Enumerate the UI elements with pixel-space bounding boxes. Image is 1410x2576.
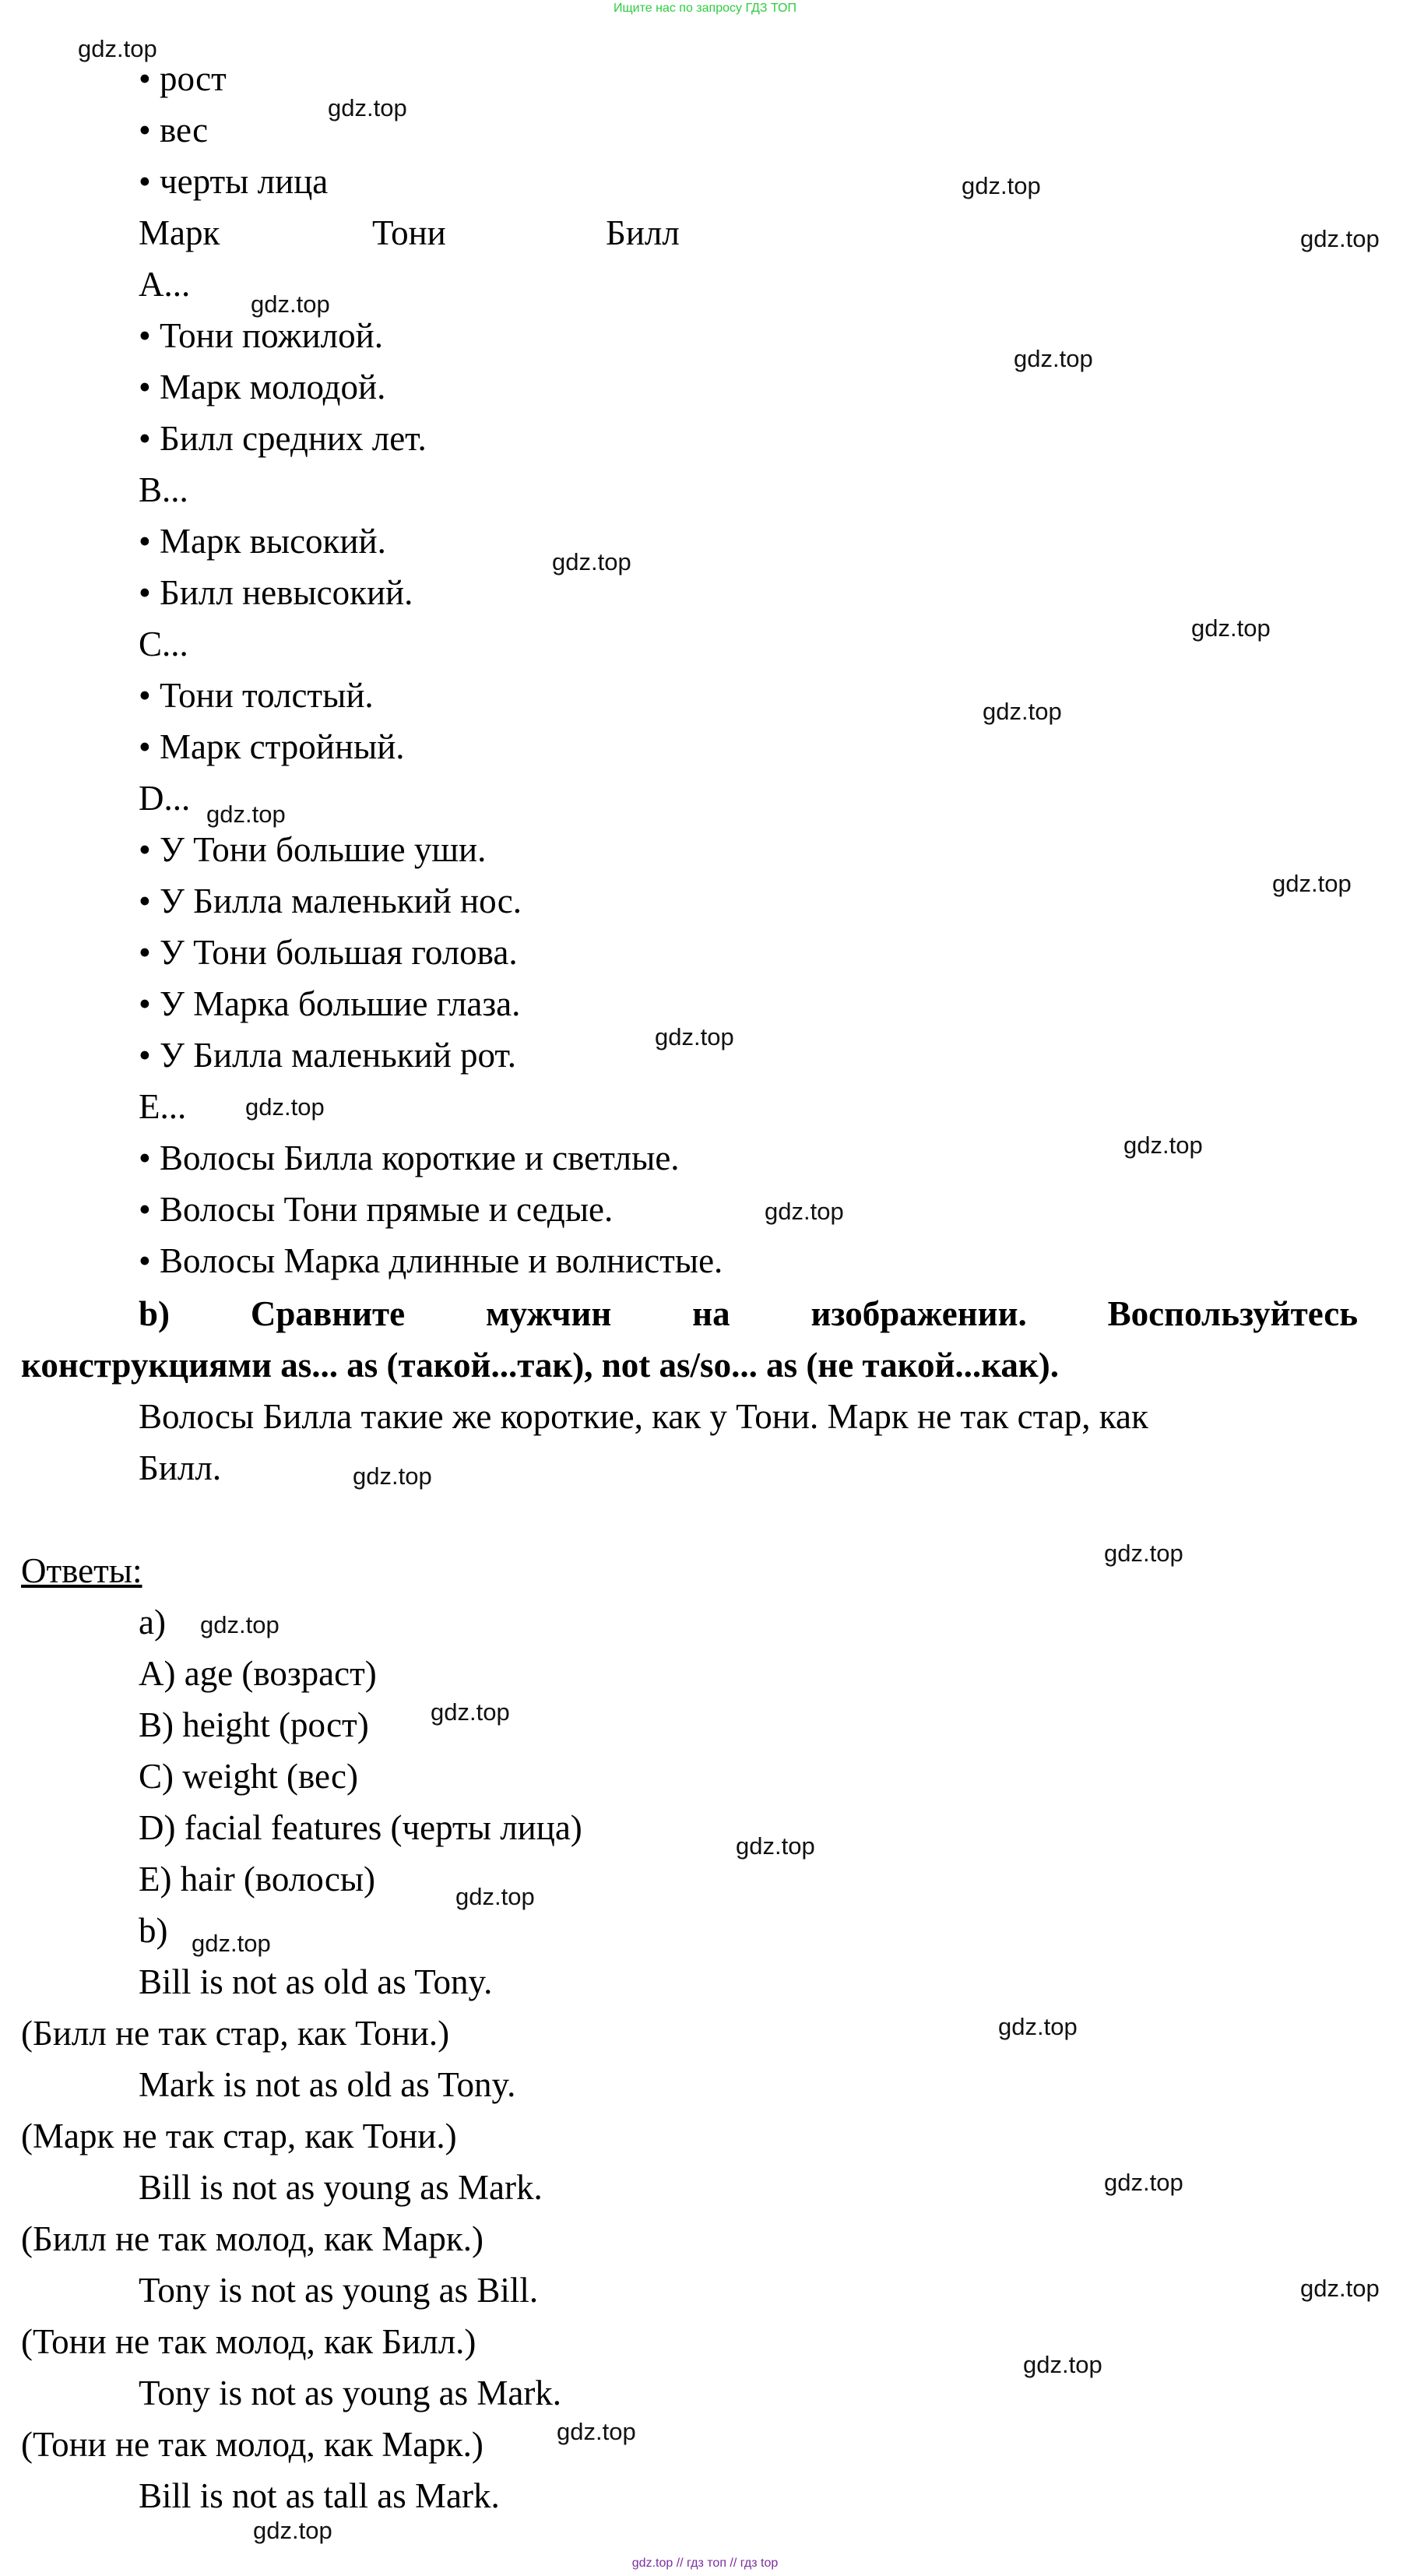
task-b-word: b) (139, 1294, 171, 1333)
watermark: gdz.top (1023, 2351, 1102, 2378)
answer-translation-2: (Марк не так стар, как Тони.) (21, 2117, 457, 2155)
bullet-d3: • У Тони большая голова. (139, 933, 518, 972)
watermark: gdz.top (1300, 225, 1380, 252)
bullet-d1: • У Тони большие уши. (139, 830, 487, 869)
section-e-heading: E... (139, 1087, 187, 1126)
answers-title: Ответы: (21, 1551, 142, 1590)
watermark: gdz.top (1014, 345, 1093, 372)
bullet-e1: • Волосы Билла короткие и светлые. (139, 1138, 680, 1177)
bullet-d2: • У Билла маленький нос. (139, 882, 522, 920)
watermark: gdz.top (78, 35, 157, 62)
watermark: gdz.top (1104, 2169, 1183, 2196)
answer-a1: A) age (возраст) (139, 1654, 377, 1693)
bullet-d5: • У Билла маленький рот. (139, 1036, 516, 1075)
task-b-word: на (692, 1294, 730, 1333)
bullet-e3: • Волосы Марка длинные и волнистые. (139, 1241, 723, 1280)
task-b-word: Воспользуйтесь (1107, 1294, 1358, 1333)
section-c-heading: C... (139, 625, 188, 663)
watermark: gdz.top (245, 1093, 325, 1121)
bullet-facial-features: • черты лица (139, 162, 329, 201)
name-bill: Билл (606, 213, 680, 252)
watermark: gdz.top (353, 1462, 432, 1490)
bullet-a3: • Билл средних лет. (139, 419, 427, 458)
example-line1: Волосы Билла такие же короткие, как у Тони. Марк не так стар, как (139, 1397, 1148, 1436)
answer-b-label: b) (139, 1911, 168, 1950)
answer-sentence-4: Tony is not as young as Bill. (139, 2271, 539, 2310)
answer-a5: E) hair (волосы) (139, 1860, 376, 1899)
watermark: gdz.top (253, 2517, 332, 2544)
bottom-banner: gdz.top // гдз топ // гдз top (631, 2557, 779, 2570)
top-banner: Ищите нас по запросу ГДЗ ТОП (614, 2, 796, 15)
watermark: gdz.top (431, 1698, 510, 1726)
task-b-word: мужчин (486, 1294, 612, 1333)
bullet-d4: • У Марка большие глаза. (139, 984, 521, 1023)
bullet-a1: • Тони пожилой. (139, 316, 383, 355)
bullet-height: • рост (139, 59, 227, 98)
bullet-weight: • вес (139, 111, 209, 150)
watermark: gdz.top (998, 2013, 1078, 2040)
bullet-c2: • Марк стройный. (139, 727, 405, 766)
watermark: gdz.top (1191, 614, 1271, 642)
task-b-instruction-line1 (139, 1293, 1358, 1334)
answer-a2: B) height (рост) (139, 1705, 369, 1744)
watermark: gdz.top (557, 2418, 636, 2445)
section-a-heading: A... (139, 265, 191, 304)
task-b-word: Сравните (250, 1294, 406, 1333)
watermark: gdz.top (1272, 870, 1352, 897)
watermark: gdz.top (328, 94, 407, 121)
watermark: gdz.top (1104, 1540, 1183, 1567)
watermark: gdz.top (192, 1930, 271, 1957)
answer-a4: D) facial features (черты лица) (139, 1808, 582, 1847)
watermark: gdz.top (1123, 1131, 1203, 1159)
answer-sentence-2: Mark is not as old as Tony. (139, 2065, 516, 2104)
watermark: gdz.top (655, 1023, 734, 1050)
task-b-instruction-line2: конструкциями as... as (такой...так), not as/so... as (не такой...как). (21, 1346, 1060, 1385)
bullet-b1: • Марк высокий. (139, 522, 386, 561)
answer-sentence-3: Bill is not as young as Mark. (139, 2168, 543, 2207)
section-d-heading: D... (139, 779, 191, 818)
watermark: gdz.top (983, 698, 1062, 725)
answer-translation-3: (Билл не так молод, как Марк.) (21, 2219, 483, 2258)
task-b-word: изображении. (810, 1294, 1027, 1333)
watermark: gdz.top (765, 1198, 844, 1225)
answer-a3: C) weight (вес) (139, 1757, 358, 1796)
watermark: gdz.top (200, 1611, 280, 1638)
answer-sentence-5: Tony is not as young as Mark. (139, 2374, 562, 2412)
answer-translation-5: (Тони не так молод, как Марк.) (21, 2425, 483, 2464)
watermark: gdz.top (552, 548, 631, 575)
section-b-heading: B... (139, 470, 188, 509)
example-line2: Билл. (139, 1448, 222, 1487)
bullet-a2: • Марк молодой. (139, 368, 386, 406)
name-tony: Тони (372, 213, 446, 252)
answer-translation-4: (Тони не так молод, как Билл.) (21, 2322, 476, 2361)
bullet-b2: • Билл невысокий. (139, 573, 413, 612)
answer-sentence-6: Bill is not as tall as Mark. (139, 2476, 500, 2515)
bullet-c1: • Тони толстый. (139, 676, 374, 715)
watermark: gdz.top (206, 801, 286, 828)
watermark: gdz.top (455, 1883, 535, 1910)
watermark: gdz.top (736, 1832, 815, 1860)
watermark: gdz.top (251, 290, 330, 318)
answer-a-label: a) (139, 1603, 166, 1642)
watermark: gdz.top (1300, 2275, 1380, 2302)
watermark: gdz.top (962, 172, 1041, 199)
name-mark: Марк (139, 213, 220, 252)
answer-translation-1: (Билл не так стар, как Тони.) (21, 2014, 450, 2053)
answer-sentence-1: Bill is not as old as Tony. (139, 1962, 493, 2001)
bullet-e2: • Волосы Тони прямые и седые. (139, 1190, 614, 1229)
